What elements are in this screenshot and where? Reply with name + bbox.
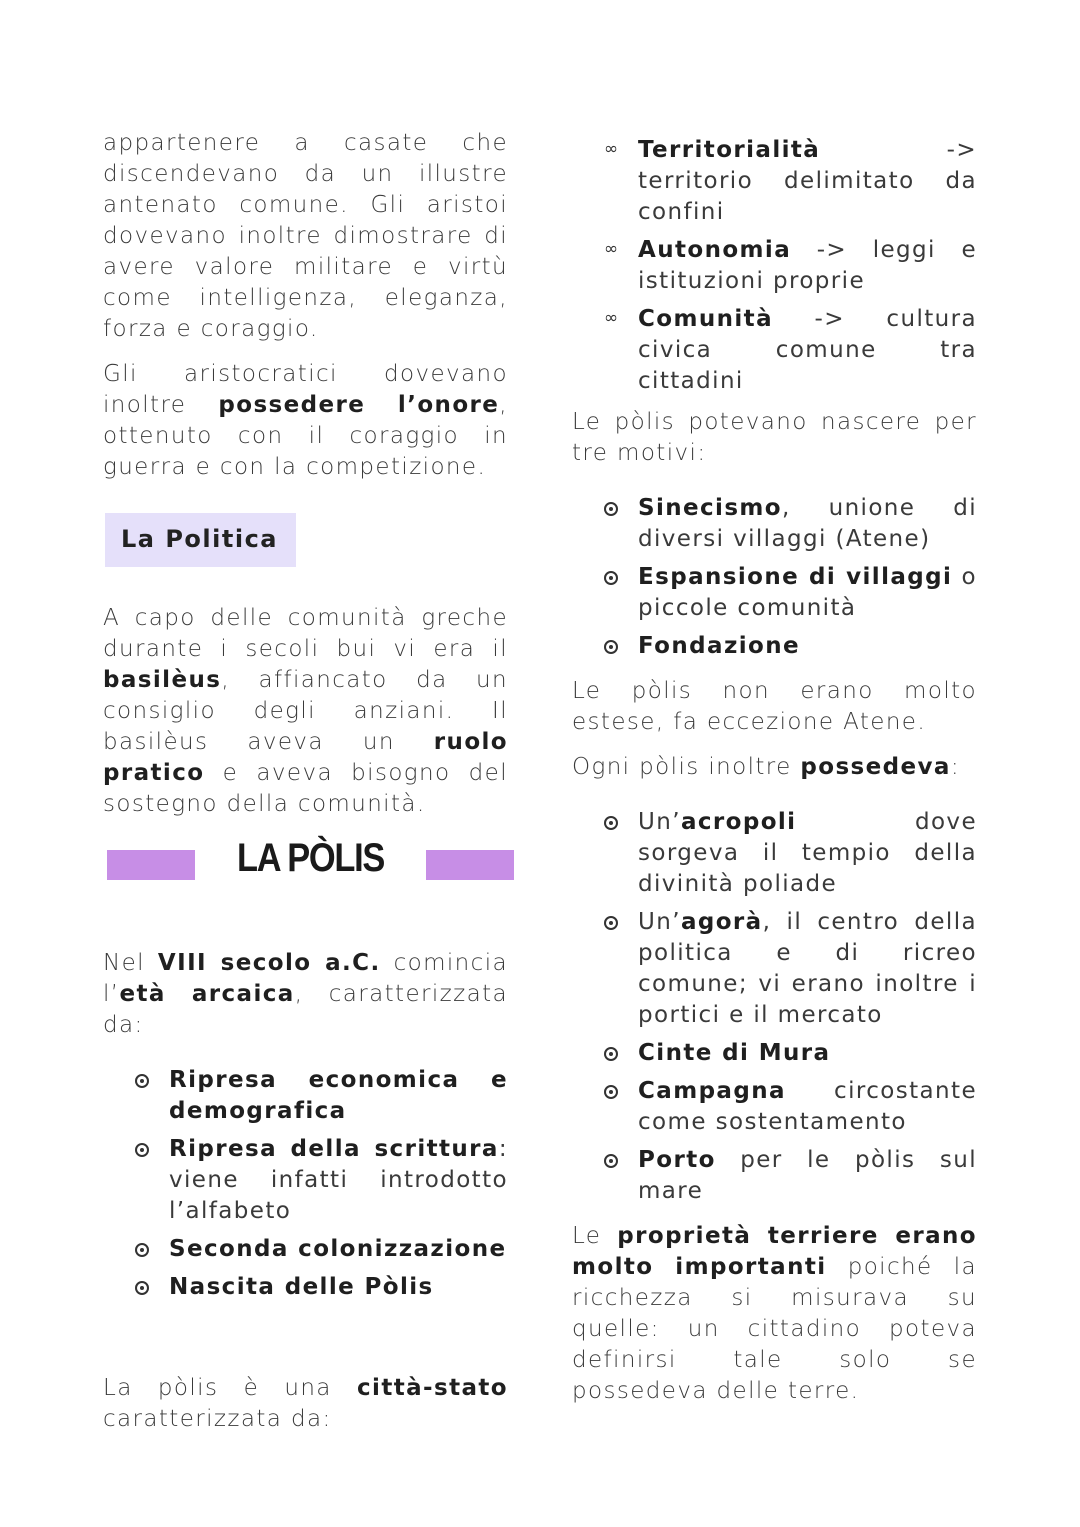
paragraph-estensione: Le pòlis non erano molto estese, fa eccezione Atene.	[572, 678, 977, 735]
loop-bullet-icon: ∞	[604, 308, 620, 328]
bold-text: età arcaica	[119, 981, 295, 1007]
bold-text: basilèus	[103, 667, 222, 693]
text: Un’	[638, 809, 681, 835]
bold-text: Comunità	[638, 306, 773, 332]
bold-text: Seconda colonizzazione	[169, 1236, 507, 1262]
text: , ottenuto con il coraggio in guerra e con la competizione.	[103, 392, 508, 480]
list-item	[103, 1134, 508, 1227]
flower-bullet-icon	[135, 1243, 149, 1257]
bold-text: possedere l’onore	[218, 392, 500, 418]
flower-bullet-icon	[604, 816, 618, 830]
bold-text: città-stato	[357, 1375, 508, 1401]
list-motivi	[572, 493, 977, 662]
text: e aveva bisogno del sostegno della comunità.	[103, 760, 508, 817]
bold-text: Cinte di Mura	[638, 1040, 831, 1066]
text: La pòlis è una	[103, 1375, 358, 1401]
bold-text: Espansione di villaggi	[638, 564, 953, 590]
loop-bullet-icon: ∞	[604, 139, 620, 159]
bold-text: Territorialità	[638, 137, 821, 163]
flower-bullet-icon	[604, 1085, 618, 1099]
bold-text: ruolo pratico	[103, 729, 508, 786]
flower-bullet-icon	[604, 1154, 618, 1168]
text: Gli aristocratici dovevano inoltre	[103, 361, 508, 418]
text: Le	[572, 1223, 618, 1249]
list-item	[572, 807, 977, 900]
text: , unione di diversi villaggi (Atene)	[638, 495, 977, 552]
list-item	[572, 907, 977, 1031]
bold-text: Sinecismo	[638, 495, 782, 521]
list-item	[572, 235, 977, 297]
text: per le pòlis sul mare	[638, 1147, 977, 1204]
text: dove sorgeva il tempio della divinità poliade	[638, 809, 977, 897]
bold-text: possedeva	[800, 754, 951, 780]
text: comincia l’	[103, 950, 508, 1007]
list-item	[103, 1272, 508, 1303]
title-decor-bar-right	[426, 850, 514, 880]
text: :	[950, 754, 960, 780]
bold-text: Campagna	[638, 1078, 786, 1104]
text: caratterizzata da:	[103, 1406, 332, 1432]
list-item	[572, 135, 977, 228]
paragraph-citta-stato	[103, 1373, 508, 1435]
flower-bullet-icon	[604, 571, 618, 585]
bold-text: agorà	[680, 909, 763, 935]
paragraph-possedeva	[572, 752, 977, 783]
loop-bullet-icon: ∞	[604, 239, 620, 259]
paragraph-basileus	[103, 603, 508, 820]
title-decor-bar-left	[107, 850, 195, 880]
text: : viene infatti introdotto l’alfabeto	[169, 1136, 508, 1224]
flower-bullet-icon	[604, 916, 618, 930]
list-item	[572, 1076, 977, 1138]
text: circostante come sostentamento	[638, 1078, 977, 1135]
bold-text: Fondazione	[638, 633, 800, 659]
left-column	[103, 128, 508, 1449]
text: -> leggi e istituzioni proprie	[638, 237, 977, 294]
paragraph-aristoi	[103, 128, 508, 345]
bold-text: Nascita delle Pòlis	[169, 1274, 434, 1300]
list-eta-arcaica	[103, 1065, 508, 1303]
text: -> territorio delimitato da confini	[638, 137, 977, 225]
list-item	[103, 1065, 508, 1127]
bold-text: acropoli	[680, 809, 797, 835]
list-caratteristiche-polis	[572, 135, 977, 397]
text: poiché la ricchezza si misurava su quelle: un cittadino poteva definirsi tale solo se possedeva delle terre.	[572, 1254, 977, 1404]
list-item	[572, 631, 977, 662]
list-item	[572, 562, 977, 624]
text: Un’	[638, 909, 681, 935]
flower-bullet-icon	[135, 1143, 149, 1157]
bold-text: Ripresa economica e demografica	[169, 1067, 508, 1124]
paragraph-motivi: Le pòlis potevano nascere per tre motivi:	[572, 409, 977, 466]
polis-title-row	[103, 836, 508, 896]
bold-text: Porto	[638, 1147, 716, 1173]
list-item	[572, 304, 977, 397]
text: , caratterizzata da:	[103, 981, 509, 1038]
flower-bullet-icon	[604, 640, 618, 654]
list-item	[572, 1038, 977, 1069]
bold-text: Autonomia	[638, 237, 792, 263]
flower-bullet-icon	[135, 1281, 149, 1295]
section-heading-politica: La Politica	[105, 513, 296, 567]
list-elementi-polis	[572, 807, 977, 1207]
paragraph-proprieta	[572, 1221, 977, 1407]
text: -> cultura civica comune tra cittadini	[638, 306, 977, 394]
flower-bullet-icon	[604, 502, 618, 516]
bold-text: VIII secolo a.C.	[157, 950, 381, 976]
list-item	[103, 1234, 508, 1265]
paragraph-aristoi-text: appartenere a casate che discendevano da un illustre antenato comune. Gli aristoi dovevano inoltre dimostrare di avere valore militare e virtù come intelligenza, eleganza, forza e coraggio.	[103, 130, 508, 342]
page-title: LA PÒLIS	[237, 836, 385, 880]
text: Ogni pòlis inoltre	[572, 754, 801, 780]
bold-text: Ripresa della scrittura	[169, 1136, 499, 1162]
bold-text: proprietà terriere erano molto importanti	[572, 1223, 977, 1280]
paragraph-onore	[103, 359, 508, 483]
list-item	[572, 1145, 977, 1207]
flower-bullet-icon	[604, 1047, 618, 1061]
right-column	[572, 135, 977, 1421]
flower-bullet-icon	[135, 1074, 149, 1088]
paragraph-eta-arcaica	[103, 948, 508, 1041]
list-item	[572, 493, 977, 555]
text: A capo delle comunità greche durante i secoli bui vi era il	[103, 605, 508, 662]
text: , affiancato da un consiglio degli anziani. Il basilèus aveva un	[103, 667, 508, 755]
text: o piccole comunità	[638, 564, 978, 621]
text: , il centro della politica e di ricreo comune; vi erano inoltre i portici e il mercato	[638, 909, 977, 1028]
text: Nel	[103, 950, 158, 976]
